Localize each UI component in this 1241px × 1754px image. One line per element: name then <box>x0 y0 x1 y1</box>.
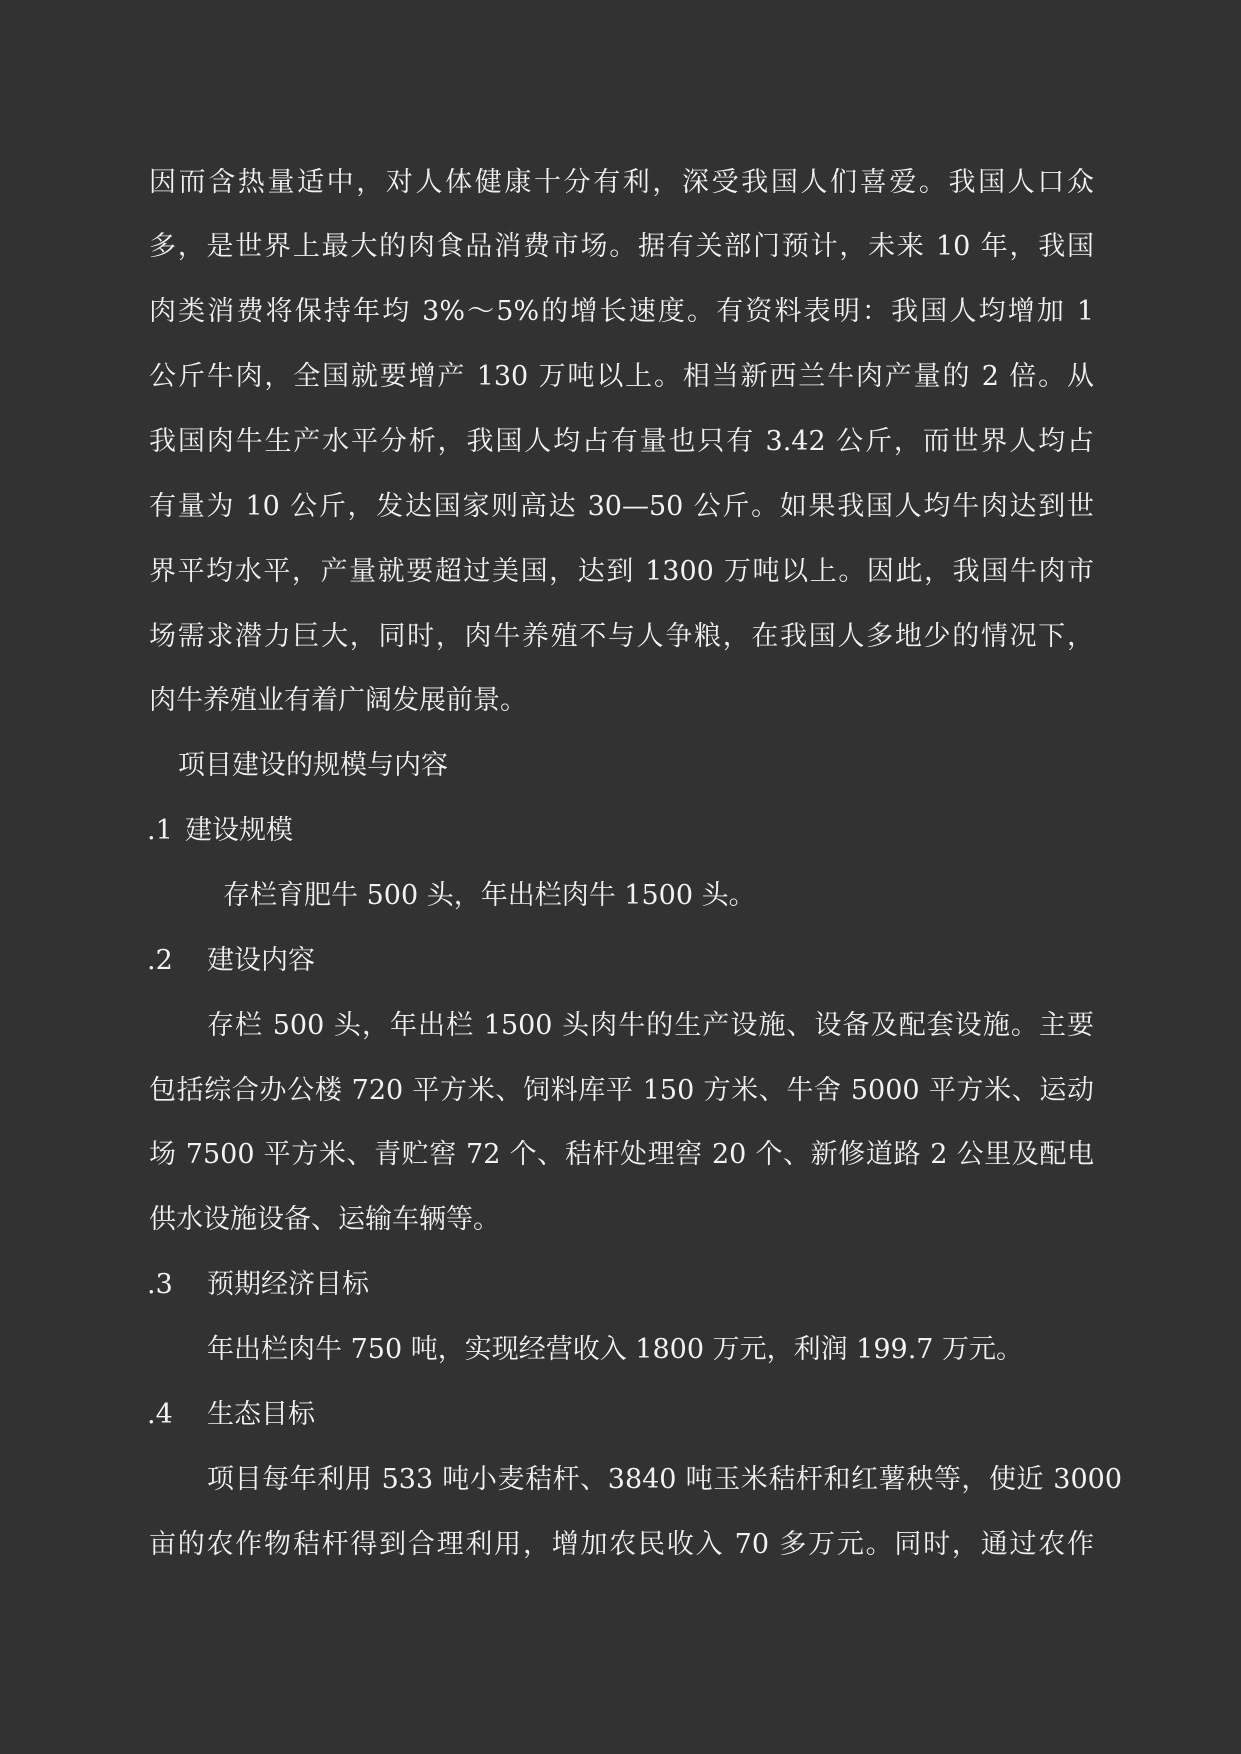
subsection-title: 预期经济目标 <box>207 1269 369 1300</box>
paragraph-line: 供水设施设备、运输车辆等。 <box>149 1204 500 1235</box>
subsection-number: .3 <box>147 1269 173 1300</box>
paragraph-line: 场 7500 平方米、青贮窖 72 个、秸杆处理窖 20 个、新修道路 2 公里及配电 <box>149 1139 1094 1170</box>
subsection-title: 建设内容 <box>207 945 315 976</box>
paragraph-line: 亩的农作物秸杆得到合理利用，增加农民收入 70 多万元。同时，通过农作 <box>149 1529 1094 1560</box>
paragraph-line: 包括综合办公楼 720 平方米、饲料库平 150 方米、牛舍 5000 平方米、运动 <box>149 1075 1094 1106</box>
subsection-number: .4 <box>147 1399 173 1430</box>
paragraph-line: 场需求潜力巨大，同时，肉牛养殖不与人争粮，在我国人多地少的情况下， <box>149 621 1094 652</box>
paragraph-line: 我国肉牛生产水平分析，我国人均占有量也只有 3.42 公斤，而世界人均占 <box>149 426 1094 457</box>
subsection-text: 年出栏肉牛 750 吨，实现经营收入 1800 万元，利润 199.7 万元。 <box>207 1334 1024 1365</box>
subsection-number: .2 <box>147 945 173 976</box>
subsection-title: 生态目标 <box>207 1399 315 1430</box>
paragraph-line: 因而含热量适中，对人体健康十分有利，深受我国人们喜爱。我国人口众 <box>149 167 1094 198</box>
paragraph-line: 项目每年利用 533 吨小麦秸杆、3840 吨玉米秸杆和红薯秧等，使近 3000 <box>207 1464 1122 1495</box>
subsection-title: 建设规模 <box>185 815 293 846</box>
subsection-number: .1 <box>147 815 173 846</box>
paragraph-line: 公斤牛肉，全国就要增产 130 万吨以上。相当新西兰牛肉产量的 2 倍。从 <box>149 361 1094 392</box>
subsection-text: 存栏育肥牛 500 头，年出栏肉牛 1500 头。 <box>223 880 756 911</box>
paragraph-line: 有量为 10 公斤，发达国家则高达 30—50 公斤。如果我国人均牛肉达到世 <box>149 491 1094 522</box>
section-heading: 项目建设的规模与内容 <box>178 750 448 781</box>
paragraph-line: 肉牛养殖业有着广阔发展前景。 <box>149 685 527 716</box>
paragraph-line: 界平均水平，产量就要超过美国，达到 1300 万吨以上。因此，我国牛肉市 <box>149 556 1094 587</box>
paragraph-line: 肉类消费将保持年均 3%～5%的增长速度。有资料表明：我国人均增加 1 <box>149 296 1094 327</box>
paragraph-line: 多，是世界上最大的肉食品消费市场。据有关部门预计，未来 10 年，我国 <box>149 231 1094 262</box>
paragraph-line: 存栏 500 头，年出栏 1500 头肉牛的生产设施、设备及配套设施。主要 <box>207 1010 1094 1041</box>
